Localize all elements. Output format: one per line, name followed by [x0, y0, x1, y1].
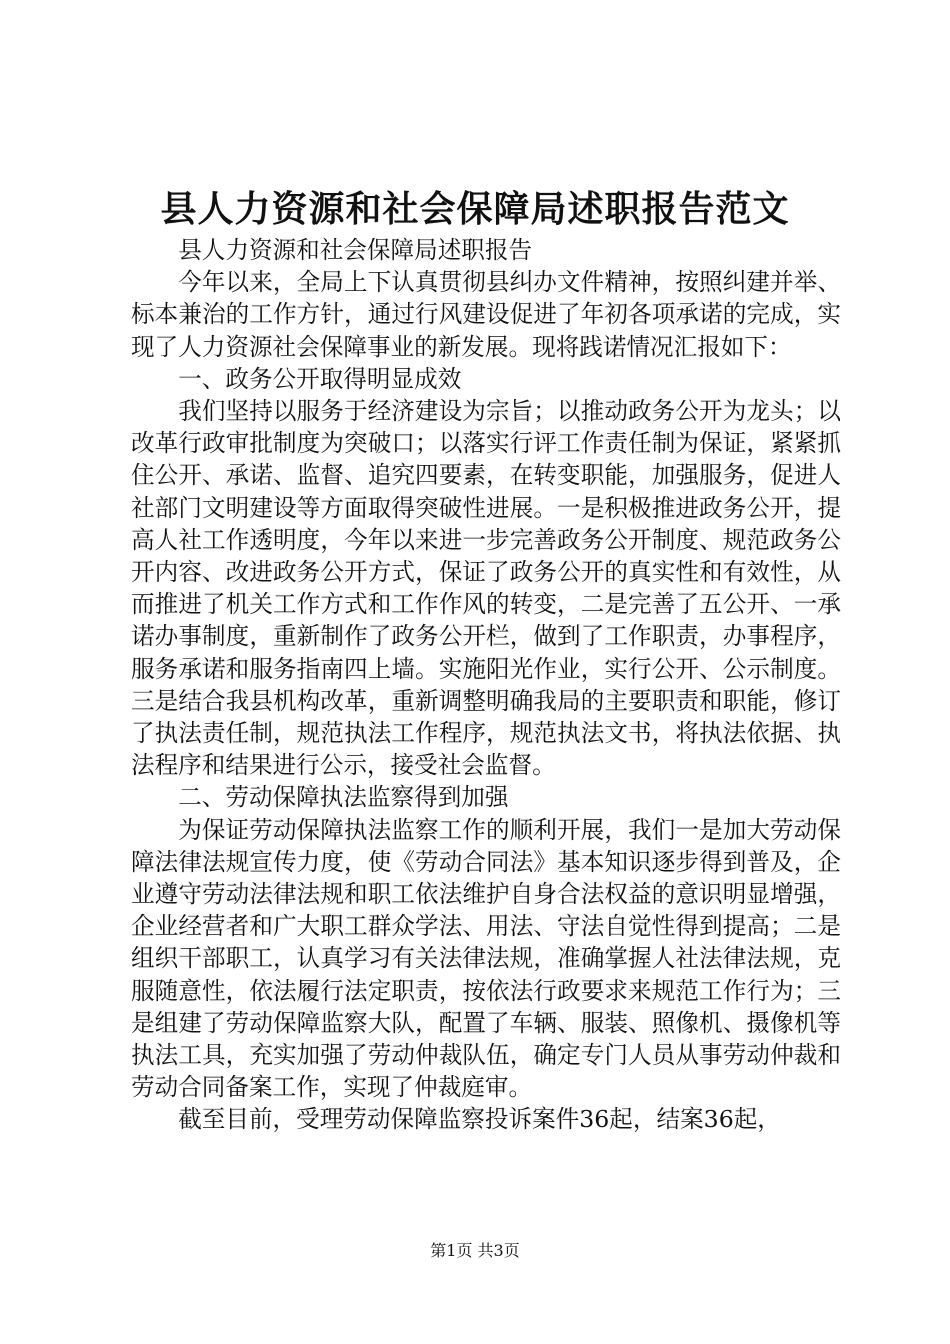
section-2-paragraph: 为保证劳动保障执法监察工作的顺利开展，我们一是加大劳动保障法律法规宣传力度，使《劳动合同法》基本知识逐步得到普及，企业遵守劳动法律法规和职工依法维护自身合法权益的意识明显增强，企业经营者和广大职工群众学法、用法、守法自觉性得到提高；二是组织干部职工，认真学习有关法律法规，准确掌握人社法律法规，克服随意性，依法履行法定职责，按依法行政要求来规范工作行为；三是组建了劳动保障监察大队，配置了车辆、服装、照像机、摄像机等执法工具，充实加强了劳动仲裁队伍，确定专门人员从事劳动仲裁和劳动合同备案工作，实现了仲裁庭审。	[131, 815, 841, 1102]
report-heading: 县人力资源和社会保障局述职报告	[178, 236, 533, 264]
document-body	[131, 234, 841, 1136]
section-heading-1: 一、政务公开取得明显成效	[178, 364, 462, 393]
cases-paragraph: 截至目前，受理劳动保障监察投诉案件36起，结案36起，	[178, 1105, 781, 1134]
section-heading-2: 二、劳动保障执法监察得到加强	[178, 783, 509, 812]
intro-paragraph: 今年以来，全局上下认真贯彻县纠办文件精神，按照纠建并举、标本兼治的工作方针，通过行风建设促进了年初各项承诺的完成，实现了人力资源社会保障事业的新发展。现将践诺情况汇报如下：	[131, 268, 841, 361]
page-footer: 第1页 共3页	[430, 1241, 520, 1260]
section-1-paragraph: 我们坚持以服务于经济建设为宗旨；以推动政务公开为龙头；以改革行政审批制度为突破口；以落实行评工作责任制为保证，紧紧抓住公开、承诺、监督、追究四要素，在转变职能，加强服务，促进人社部门文明建设等方面取得突破性进展。一是积极推进政务公开，提高人社工作透明度，今年以来进一步完善政务公开制度、规范政务公开内容、改进政务公开方式，保证了政务公开的真实性和有效性，从而推进了机关工作方式和工作作风的转变，二是完善了五公开、一承诺办事制度，重新制作了政务公开栏，做到了工作职责，办事程序，服务承诺和服务指南四上墙。实施阳光作业，实行公开、公示制度。三是结合我县机构改革，重新调整明确我局的主要职责和职能，修订了执法责任制，规范执法工作程序，规范执法文书，将执法依据、执法程序和结果进行公示，接受社会监督。	[131, 397, 841, 780]
document-title: 县人力资源和社会保障局述职报告范文	[160, 188, 790, 230]
